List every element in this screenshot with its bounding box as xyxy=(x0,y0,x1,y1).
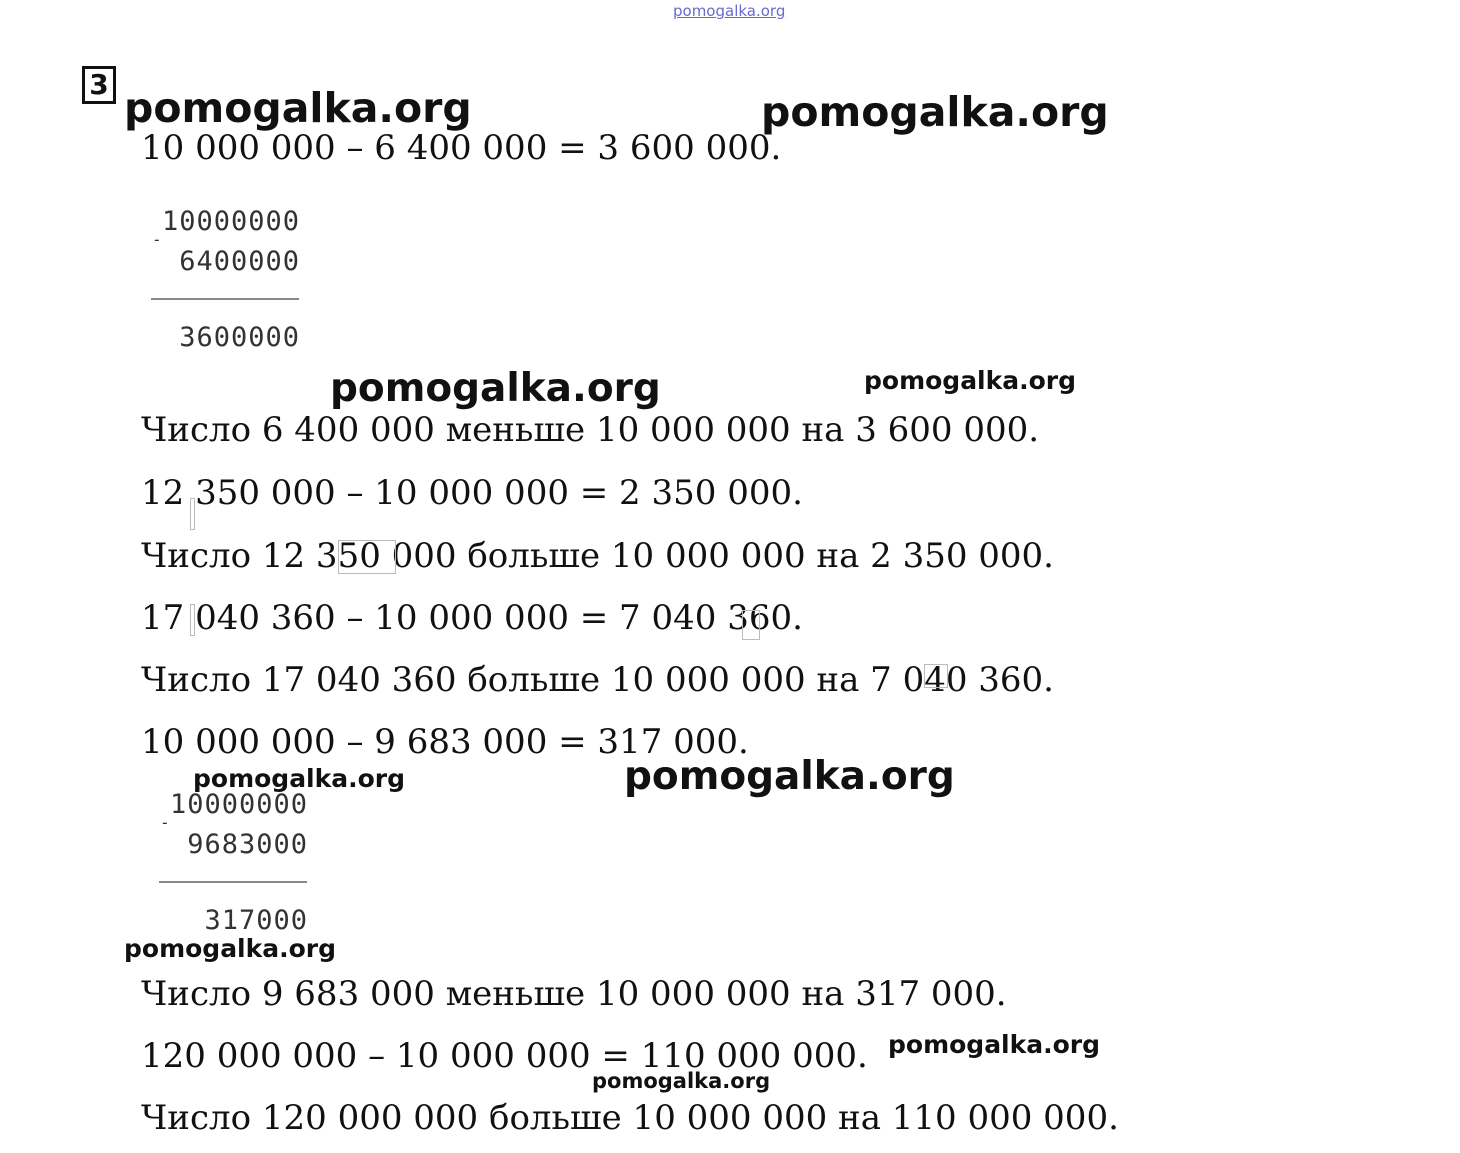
column1-minuend: 10000000 xyxy=(161,206,300,237)
watermark-top: pomogalka.org xyxy=(673,2,786,20)
watermark-4: pomogalka.org xyxy=(864,366,1077,395)
column1-minus-sign: - xyxy=(152,230,162,249)
faint-mark xyxy=(742,610,760,640)
column1-subtrahend: 6400000 xyxy=(179,246,300,277)
statement-line-2: Число 6 400 000 меньше 10 000 000 на 3 600 000. xyxy=(141,410,1040,450)
column2-minuend: 10000000 xyxy=(169,789,308,820)
watermark-3: pomogalka.org xyxy=(330,366,661,411)
watermark-5: pomogalka.org xyxy=(193,764,406,793)
task-number-badge: 3 xyxy=(82,66,116,104)
faint-mark xyxy=(190,498,195,530)
watermark-7: pomogalka.org xyxy=(124,934,337,963)
faint-mark xyxy=(190,604,195,636)
equation-line-9: 120 000 000 – 10 000 000 = 110 000 000. xyxy=(141,1036,868,1076)
statement-line-8: Число 9 683 000 меньше 10 000 000 на 317 000. xyxy=(141,974,1007,1014)
faint-mark xyxy=(924,664,948,688)
statement-line-6: Число 17 040 360 больше 10 000 000 на 7 040 360. xyxy=(141,660,1054,700)
watermark-2: pomogalka.org xyxy=(761,88,1109,136)
column2-rule xyxy=(159,881,307,883)
watermark-6: pomogalka.org xyxy=(624,754,955,799)
equation-line-7: 10 000 000 – 9 683 000 = 317 000. xyxy=(141,722,749,762)
watermark-8: pomogalka.org xyxy=(888,1030,1101,1059)
equation-line-1: 10 000 000 – 6 400 000 = 3 600 000. xyxy=(141,128,782,168)
watermark-1: pomogalka.org xyxy=(124,84,472,132)
equation-line-3: 12 350 000 – 10 000 000 = 2 350 000. xyxy=(141,473,803,513)
column2-subtrahend: 9683000 xyxy=(187,829,308,860)
column2-minus-sign: - xyxy=(160,813,170,832)
column1-result: 3600000 xyxy=(179,322,300,353)
watermark-9: pomogalka.org xyxy=(592,1069,771,1093)
statement-line-4: Число 12 350 000 больше 10 000 000 на 2 350 000. xyxy=(141,536,1054,576)
faint-mark xyxy=(338,540,396,574)
column2-result: 317000 xyxy=(204,905,308,936)
equation-line-5: 17 040 360 – 10 000 000 = 7 040 360. xyxy=(141,598,803,638)
statement-line-10: Число 120 000 000 больше 10 000 000 на 110 000 000. xyxy=(141,1098,1119,1138)
column1-rule xyxy=(151,298,299,300)
